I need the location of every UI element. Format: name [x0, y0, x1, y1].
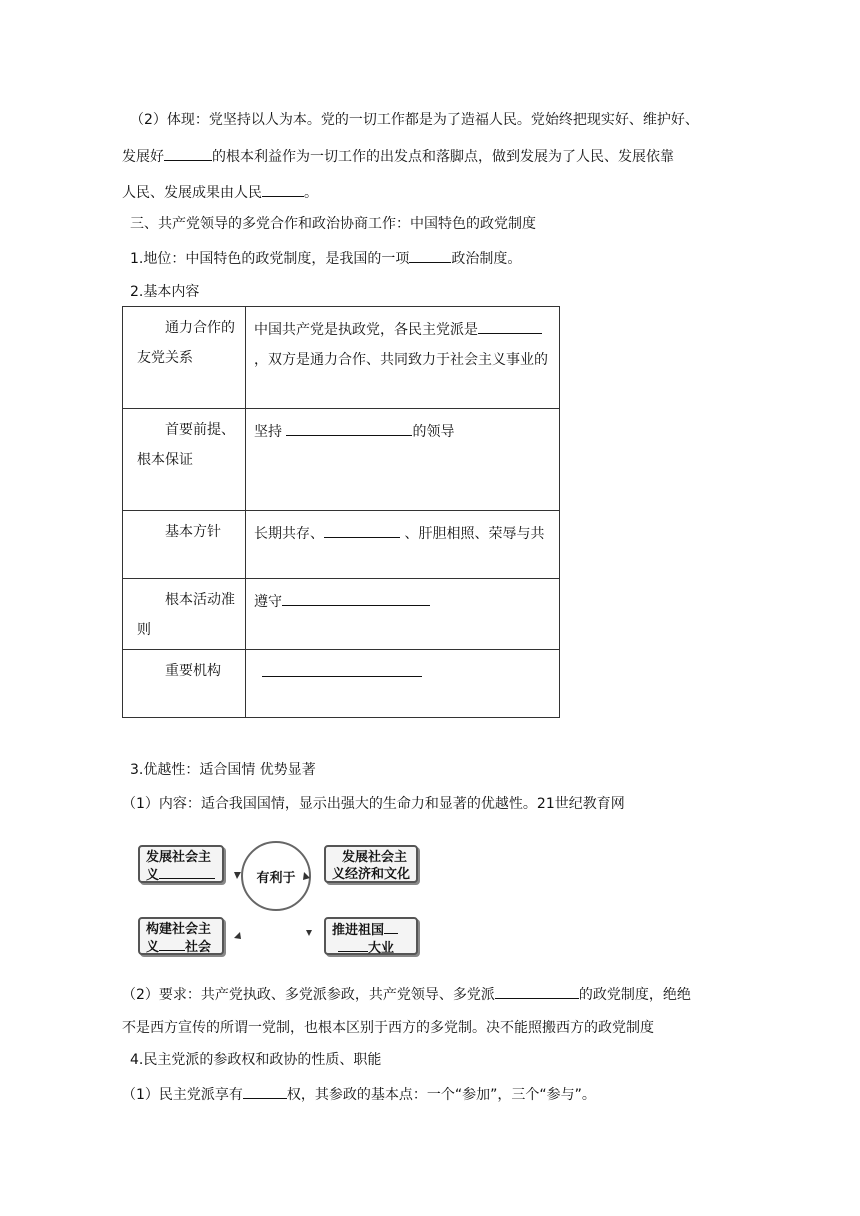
- text: 的领导: [412, 424, 455, 440]
- box-text-line: [332, 939, 410, 957]
- fill-blank[interactable]: [159, 866, 215, 879]
- fill-blank[interactable]: [495, 984, 579, 999]
- table-row: [123, 409, 560, 511]
- text: （1）民主党派享有: [122, 1087, 243, 1103]
- label-text: 通力合: [165, 320, 207, 336]
- box-text: 义经济和文化: [332, 867, 411, 882]
- text: 的根本利益作为一切工作的出发点和落脚点，做到发展为了人民、发展依靠: [212, 149, 674, 165]
- text: （2）要求：共产党执政、多党派参政，共产党领导、多党派: [122, 987, 495, 1003]
- box-text: 社会: [185, 940, 212, 955]
- arrow-icon: [303, 872, 310, 880]
- text: 。: [304, 185, 318, 201]
- fill-blank[interactable]: [478, 319, 542, 334]
- text: 、肝胆相照、荣辱与共: [400, 526, 545, 542]
- label-text: 根本活: [165, 592, 207, 608]
- row-value: [246, 409, 560, 511]
- table-row: [123, 307, 560, 409]
- text: 政治制度。: [451, 251, 522, 267]
- box-text: 义: [146, 868, 160, 883]
- row-value: [246, 511, 560, 579]
- diagram-box-top-left: [138, 845, 224, 883]
- item-3-2: [122, 984, 691, 1005]
- row-label: [123, 409, 246, 511]
- diagram-box-top-right: [324, 845, 418, 883]
- item-3-2-line2: 不是西方宣传的所谓一党制，也根本区别于西方的多党制。决不能照搬西方的政党制度: [122, 1020, 654, 1036]
- fill-blank[interactable]: [286, 421, 412, 436]
- label-text: 构: [207, 663, 221, 679]
- diagram-box-bottom-right: [324, 917, 418, 955]
- text: ，双方是通力合作、共同致力于社会主义事业的: [254, 352, 548, 368]
- box-text-line: [146, 866, 216, 884]
- row-value: [246, 650, 560, 718]
- label-text: 针: [207, 524, 221, 540]
- fill-blank[interactable]: [164, 146, 212, 161]
- fill-blank[interactable]: [159, 938, 185, 951]
- label-text: 基本方: [165, 524, 207, 540]
- text: 人民、发展成果由人民: [122, 185, 262, 201]
- arrow-icon: [234, 932, 241, 939]
- diagram-arrows: [224, 860, 324, 940]
- label-text: 作的友党关系: [137, 320, 235, 366]
- item-1: [130, 248, 521, 269]
- box-text: 发展社会主: [146, 850, 212, 865]
- arrow-icon: [234, 872, 241, 879]
- row-value: [246, 579, 560, 650]
- text: 1.地位：中国特色的政党制度，是我国的一项: [130, 251, 410, 267]
- table-row: [123, 579, 560, 650]
- item-3: 3.优越性：适合国情 优势显著: [130, 762, 316, 778]
- item-4-1: [122, 1084, 596, 1105]
- box-text-line: [146, 938, 216, 956]
- paragraph-line: [122, 146, 674, 167]
- label-text: 提、根本保证: [137, 422, 235, 468]
- fill-blank[interactable]: [262, 662, 422, 677]
- row-label: [123, 511, 246, 579]
- table-row: [123, 650, 560, 718]
- paragraph-line: [130, 110, 699, 130]
- diagram-box-bottom-left: [138, 917, 224, 955]
- row-label: [123, 579, 246, 650]
- text: 长期共存、: [254, 526, 324, 542]
- box-text: 发展社会主: [342, 850, 408, 865]
- box-text: 构建社会主: [146, 922, 212, 937]
- table-row: [123, 511, 560, 579]
- item-2: 2.基本内容: [130, 284, 200, 300]
- circle-text: 有利于: [256, 870, 296, 886]
- fill-blank[interactable]: [384, 921, 398, 934]
- box-text-line: [332, 921, 410, 939]
- section-title: 三、共产党领导的多党合作和政治协商工作：中国特色的政党制度: [130, 216, 536, 232]
- box-text: 大业: [368, 941, 395, 956]
- label-text: 重要机: [165, 663, 207, 679]
- basic-content-table: [122, 306, 560, 718]
- box-text: 义: [146, 940, 160, 955]
- text: 的政党制度，绝绝: [578, 987, 691, 1003]
- row-label: [123, 307, 246, 409]
- fill-blank[interactable]: [243, 1084, 287, 1099]
- item-3-1: （1）内容：适合我国国情，显示出强大的生命力和显著的优越性。21世纪教育网: [122, 796, 625, 812]
- label-text: 动准则: [137, 592, 235, 638]
- row-value: [246, 307, 560, 409]
- text: 坚持: [254, 424, 287, 440]
- text: 权，其参政的基本点：一个“参加”，三个“参与”。: [286, 1087, 596, 1103]
- fill-blank[interactable]: [338, 939, 368, 952]
- paragraph-line: [122, 182, 318, 203]
- text: 中国共产党是执政党，各民主党派是: [254, 322, 478, 338]
- text: 发展好: [122, 149, 164, 165]
- row-label: [123, 650, 246, 718]
- arrow-icon: [306, 930, 312, 936]
- fill-blank[interactable]: [262, 182, 304, 197]
- label-text: 首要前: [165, 422, 207, 438]
- fill-blank[interactable]: [409, 248, 451, 263]
- text: 遵守: [254, 594, 282, 610]
- item-4: 4.民主党派的参政权和政协的性质、职能: [130, 1052, 382, 1068]
- fill-blank[interactable]: [324, 523, 400, 538]
- box-text: 推进祖国: [332, 923, 385, 938]
- fill-blank[interactable]: [282, 591, 430, 606]
- text: （2）体现：党坚持以人为本。党的一切工作都是为了造福人民。党始终把现实好、维护好、: [130, 112, 699, 128]
